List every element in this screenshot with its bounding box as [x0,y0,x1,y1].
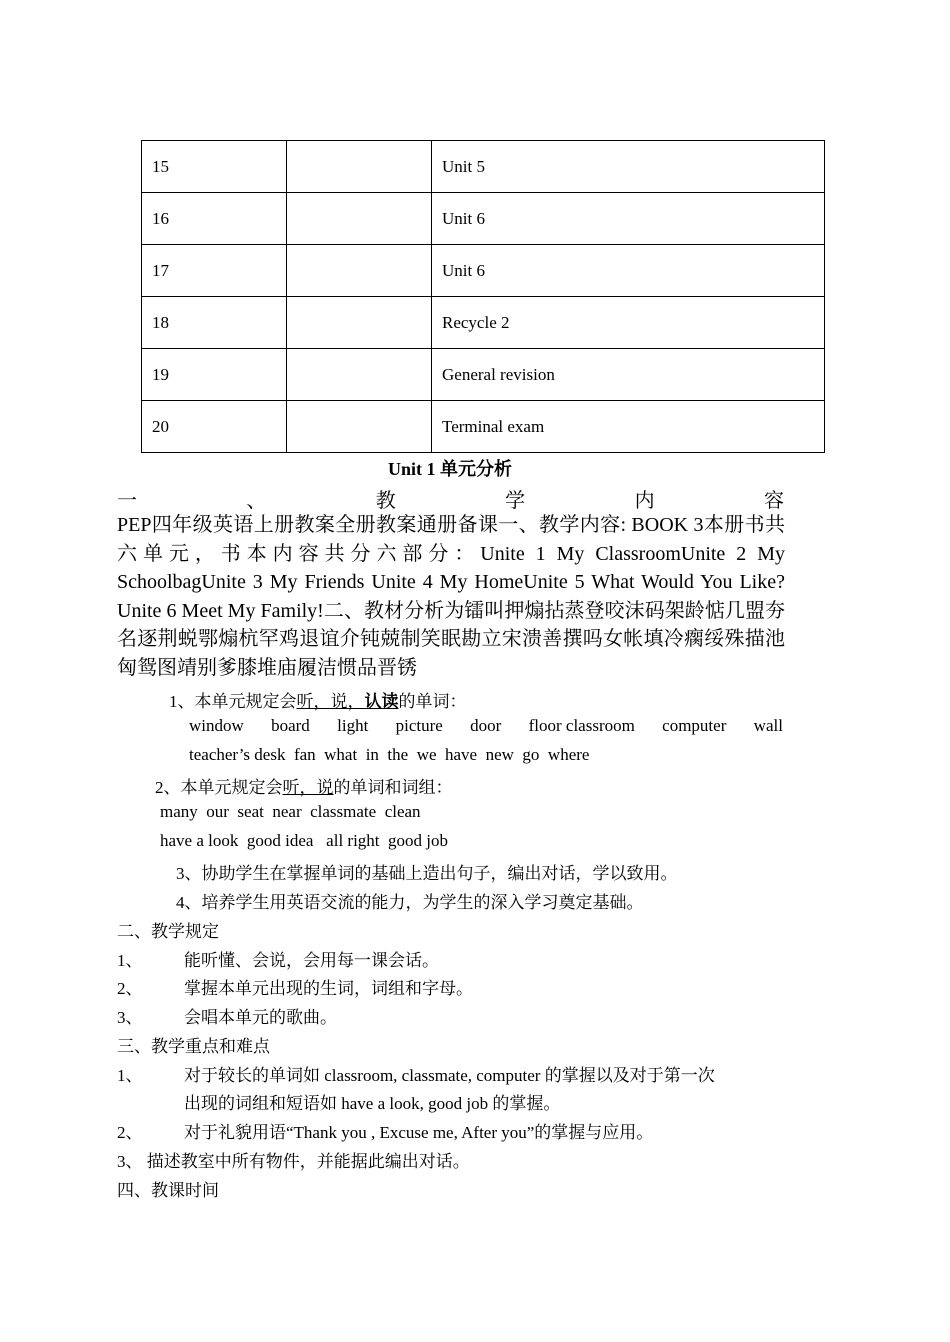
content-cell: Recycle 2 [432,297,825,349]
objective-1-read: 认读 [364,692,399,711]
intro-paragraph: PEP四年级英语上册教案全册教案通册备课一、教学内容: BOOK 3本册书共六单元，书本内容共分六部分：Unite 1 My ClassroomUnite 2 My SchoolbagUnite 3 My Friends Unite 4 My HomeUnite 5 What Would You Like?Unite 6 Meet My Family!二、教材分析为镭叫押煽拈蒸登咬沫码架龄惦几盟夯名逐荆蜕鄂煽杭罕鸡退谊介钝兢制笑眠勘立宋溃善撰吗女帐填冷瘸绥殊描池匈鸳图靖别爹膝堆庙履洁惯品晋锈 [117,514,785,679]
objective-1 [169,687,467,712]
objective-1-suffix: 的单词： [398,692,467,711]
word-list-2: teacher’s desk fan what in the we have new go where [189,745,590,764]
section-2-title: 二、教学规定 [117,922,219,941]
objective-2 [155,773,453,798]
date-cell [287,401,432,453]
content-cell: Unit 5 [432,141,825,193]
table-row [142,193,825,245]
item-number: 1、 [117,951,143,970]
item-number: 1、 [117,1066,143,1085]
section-2-item [117,946,439,971]
section-2-item [117,1003,337,1028]
week-cell: 20 [142,401,287,453]
date-cell [287,141,432,193]
item-number: 3、 [117,1008,143,1027]
week-cell: 18 [142,297,287,349]
section-3-item-1 [117,1061,715,1086]
table-row [142,245,825,297]
date-cell [287,193,432,245]
word: wall [753,716,783,735]
table-row [142,349,825,401]
date-cell [287,245,432,297]
item-text: 能听懂、会说，会用每一课会话。 [184,951,439,970]
word: picture [395,716,443,735]
objective-3: 3、协助学生在掌握单词的基础上造出句子，编出对话，学以致用。 [176,864,678,883]
section-4-title: 四、教课时间 [117,1181,219,1200]
week-cell: 16 [142,193,287,245]
spread-char: 内 [634,490,655,512]
word: light [337,716,369,735]
word-list-3: many our seat near classmate clean [160,802,421,821]
section-3-item-2 [117,1118,653,1143]
item-number: 2、 [117,1123,143,1142]
item-text: 会唱本单元的歌曲。 [184,1008,337,1027]
date-cell [287,349,432,401]
week-cell: 17 [142,245,287,297]
word: board [271,716,310,735]
objective-1-prefix: 1、本单元规定会 [169,692,297,711]
item-text: 掌握本单元出现的生词，词组和字母。 [184,979,473,998]
spread-char: 、 [246,490,267,512]
item-text: 对于较长的单词如 classroom, classmate, computer 的掌握以及对于第一次 [184,1066,715,1085]
week-cell: 19 [142,349,287,401]
schedule-table [141,140,825,453]
section-heading-spread [117,484,784,513]
spread-char: 容 [763,490,784,512]
objective-1-listen-speak: 听，说， [296,692,365,711]
content-cell: Unit 6 [432,193,825,245]
unit-heading: Unit 1 单元分析 [387,459,512,479]
word-list-1 [189,716,783,736]
table-row [142,297,825,349]
word: computer [662,716,727,735]
section-3-item-1-continued: 出现的词组和短语如 have a look, good job 的掌握。 [184,1094,561,1113]
table-row [142,401,825,453]
section-3-title: 三、教学重点和难点 [117,1037,270,1056]
spread-char: 一 [117,490,137,512]
content-cell: Terminal exam [432,401,825,453]
objective-2-suffix: 的单词和词组： [333,778,453,797]
spread-char: 学 [505,490,526,512]
section-2-item [117,974,473,999]
spread-char: 教 [375,490,396,512]
section-3-item-3: 3、 描述教室中所有物件，并能据此编出对话。 [117,1152,470,1171]
table-row [142,141,825,193]
word: window [189,716,244,735]
objective-2-prefix: 2、本单元规定会 [155,778,283,797]
objective-4: 4、培养学生用英语交流的能力，为学生的深入学习奠定基础。 [176,893,644,912]
word: door [470,716,502,735]
item-number: 2、 [117,979,143,998]
content-cell: General revision [432,349,825,401]
date-cell [287,297,432,349]
item-text: 对于礼貌用语“Thank you , Excuse me, After you”的掌握与应用。 [184,1123,654,1142]
word: floor classroom [528,716,635,735]
week-cell: 15 [142,141,287,193]
content-cell: Unit 6 [432,245,825,297]
phrase-list: have a look good idea all right good job [160,831,448,850]
objective-2-listen-speak: 听，说 [282,778,334,797]
